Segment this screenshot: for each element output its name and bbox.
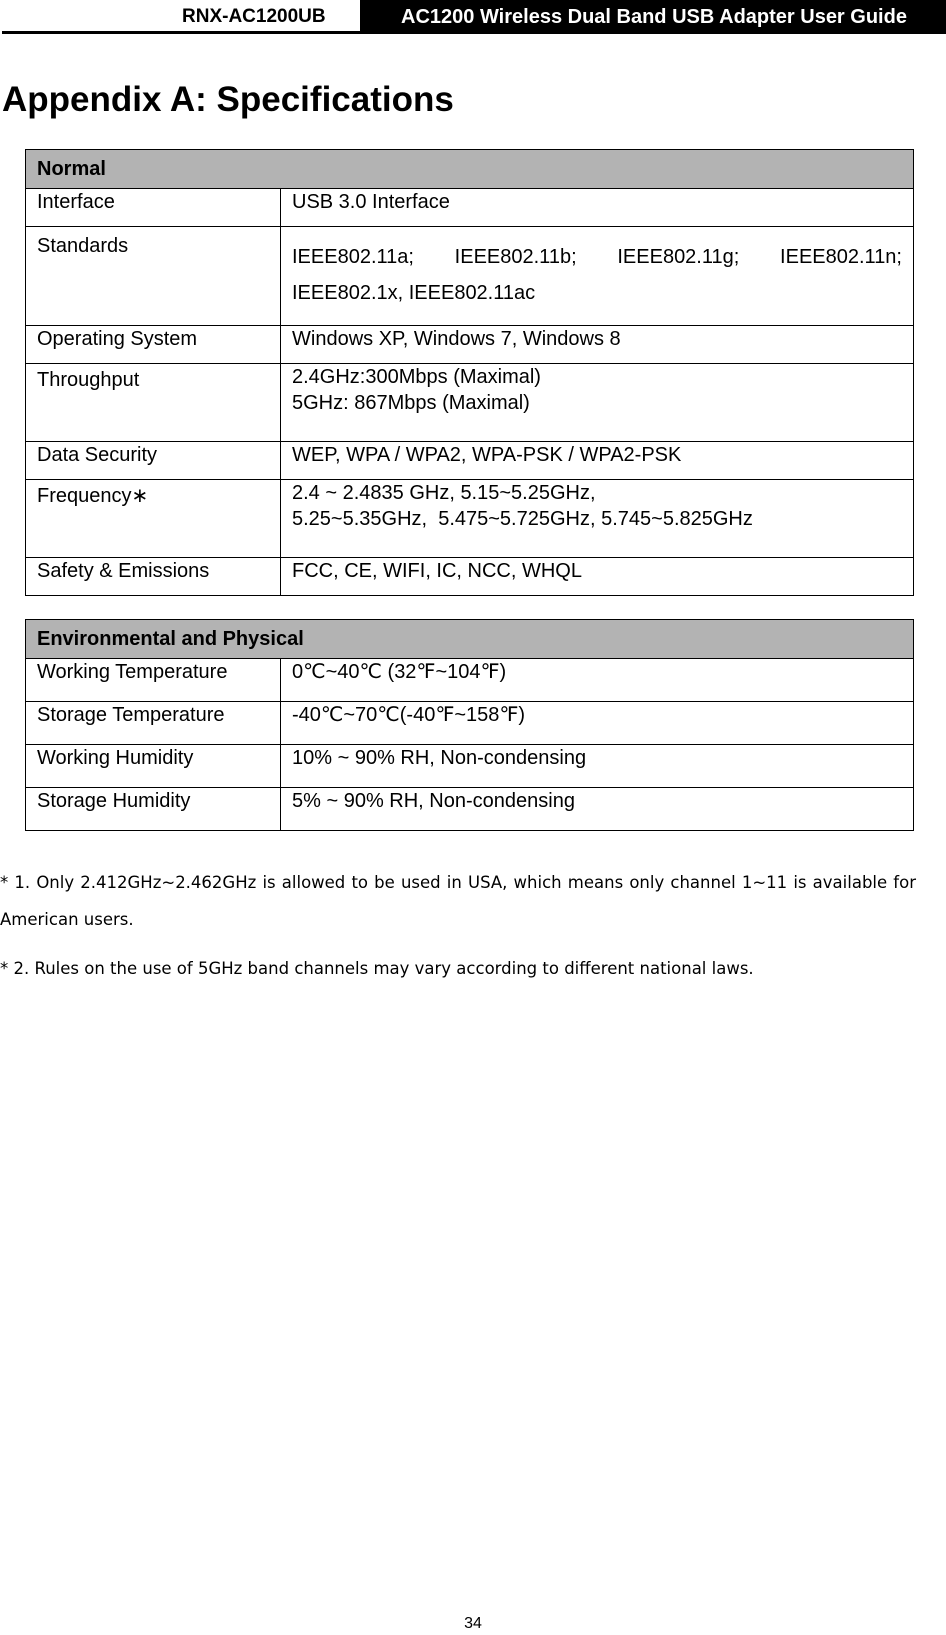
spec-label-storage-humidity: Storage Humidity [26,788,281,831]
spec-value-storage-humidity: 5% ~ 90% RH, Non-condensing [281,788,914,831]
spec-value-standards [281,227,914,326]
spec-label-storage-temp: Storage Temperature [26,702,281,745]
header-model-name: RNX-AC1200UB [182,6,326,27]
spec-label-frequency: Frequency∗ [26,480,281,558]
table-row [26,745,914,788]
spec-label-os: Operating System [26,326,281,364]
spec-label-working-humidity: Working Humidity [26,745,281,788]
table-row [26,442,914,480]
footnote-1: * 1. Only 2.412GHz~2.462GHz is allowed to be used in USA, which means only channel 1~11 is available for American users. [0,873,916,929]
environmental-spec-table [25,619,914,831]
spec-value-throughput [281,364,914,442]
spec-value-interface: USB 3.0 Interface [281,189,914,227]
spec-value-safety: FCC, CE, WIFI, IC, NCC, WHQL [281,558,914,596]
page-title: Appendix A: Specifications [2,80,454,119]
env-table-heading: Environmental and Physical [26,620,914,659]
spec-label-throughput: Throughput [26,364,281,442]
spec-label-security: Data Security [26,442,281,480]
throughput-line-1: 2.4GHz:300Mbps (Maximal) [292,366,541,388]
table-row [26,227,914,326]
table-row [26,659,914,702]
normal-spec-table [25,149,914,596]
normal-table-heading: Normal [26,150,914,189]
spec-value-frequency [281,480,914,558]
spec-label-interface: Interface [26,189,281,227]
page-header [2,0,946,34]
table-row [26,364,914,442]
spec-value-working-temp: 0℃~40℃ (32℉~104℉) [281,659,914,702]
spec-label-working-temp: Working Temperature [26,659,281,702]
table-row [26,480,914,558]
table-row [26,558,914,596]
spec-value-security: WEP, WPA / WPA2, WPA-PSK / WPA2-PSK [281,442,914,480]
standards-line-2: IEEE802.1x, IEEE802.11ac [292,282,536,304]
throughput-line-2: 5GHz: 867Mbps (Maximal) [292,392,530,414]
standards-line-1: IEEE802.11a; IEEE802.11b; IEEE802.11g; IEEE802.11n; [292,246,902,268]
spec-value-working-humidity: 10% ~ 90% RH, Non-condensing [281,745,914,788]
spec-value-os: Windows XP, Windows 7, Windows 8 [281,326,914,364]
frequency-line-1: 2.4 ~ 2.4835 GHz, 5.15~5.25GHz, [292,482,596,504]
page-number: 34 [464,1615,482,1632]
footnote-2: * 2. Rules on the use of 5GHz band channels may vary according to different national laws. [0,959,754,978]
table-row [26,326,914,364]
header-guide-title: AC1200 Wireless Dual Band USB Adapter User Guide [360,0,946,34]
table-row [26,788,914,831]
table-row [26,189,914,227]
frequency-line-2: 5.25~5.35GHz, 5.475~5.725GHz, 5.745~5.825GHz [292,508,753,530]
spec-value-storage-temp: -40℃~70℃(-40℉~158℉) [281,702,914,745]
spec-label-standards: Standards [26,227,281,326]
table-row [26,702,914,745]
spec-label-safety: Safety & Emissions [26,558,281,596]
